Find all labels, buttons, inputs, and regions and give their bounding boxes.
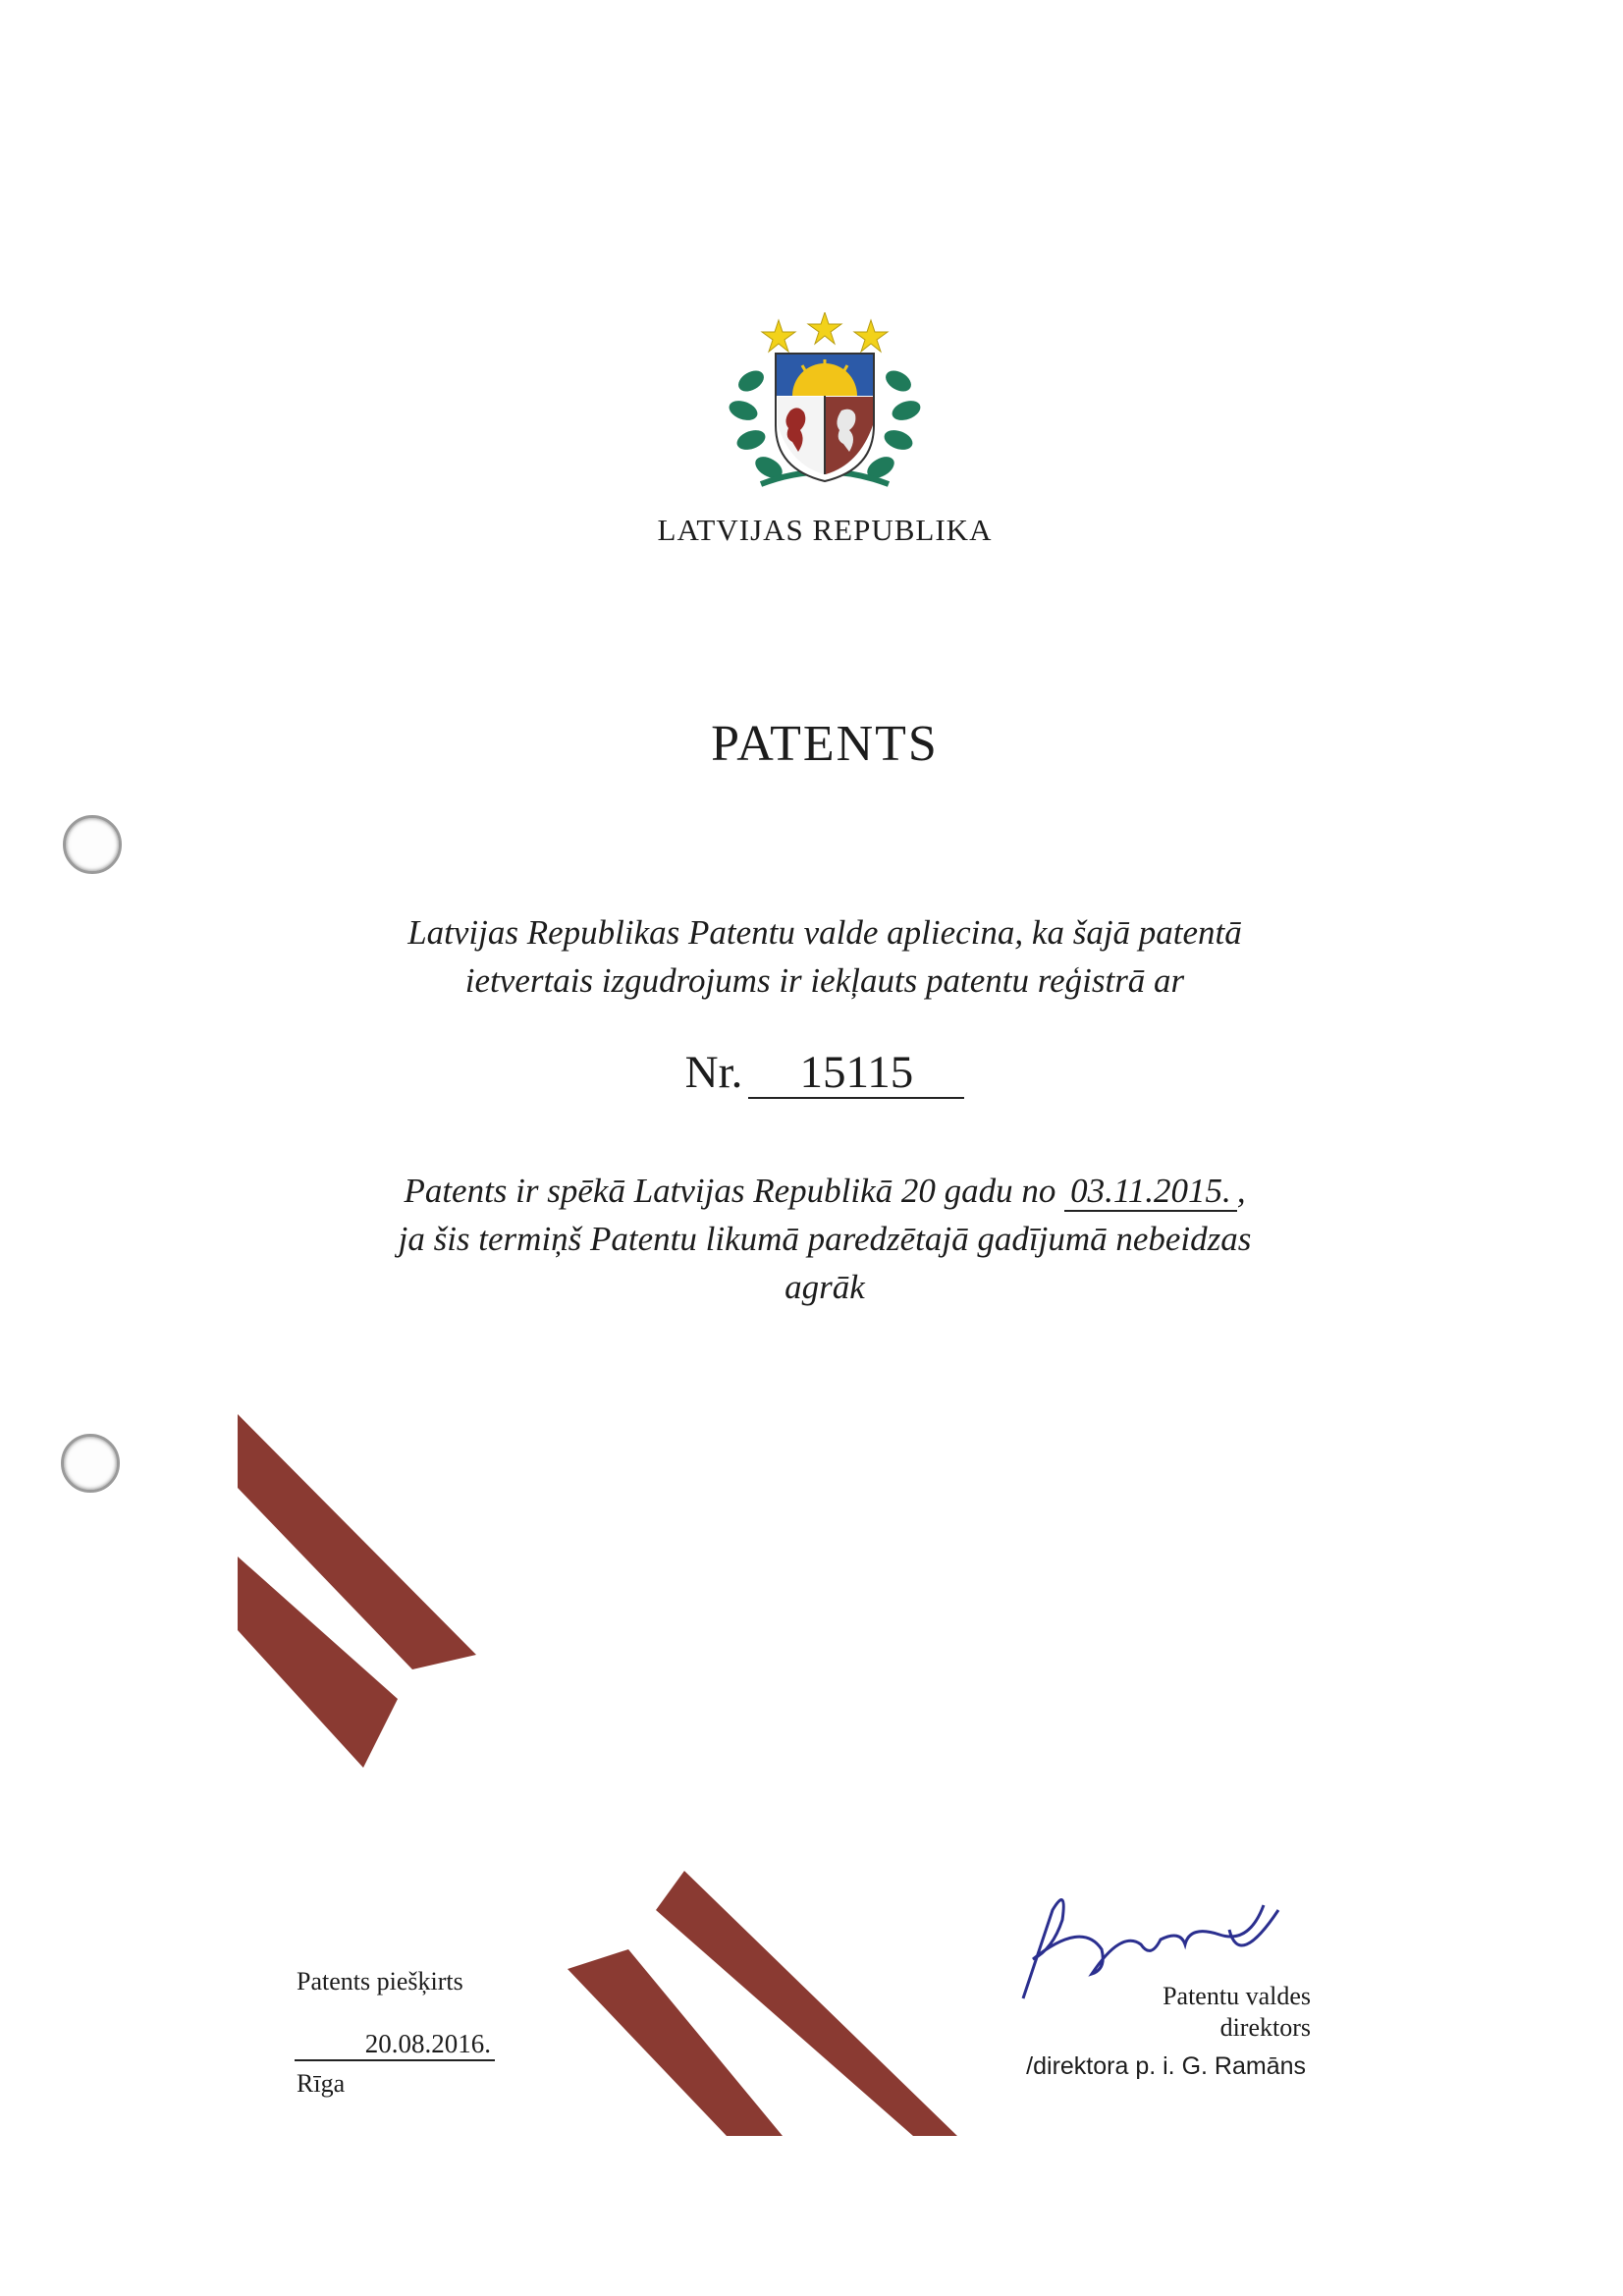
certification-text [0, 908, 1623, 1005]
role-line: Patentu valdes [1163, 1982, 1311, 2010]
validity-line [0, 1167, 1623, 1215]
registration-number [0, 1046, 1623, 1099]
validity-text [0, 1167, 1623, 1311]
validity-line: agrāk [784, 1268, 865, 1306]
signatory-role [1090, 1981, 1311, 2044]
validity-start-date: 03.11.2015. [1064, 1172, 1237, 1212]
validity-line: ja šis termiņš Patentu likumā paredzētajā gadījumā nebeidzas [398, 1220, 1252, 1258]
validity-suffix: , [1236, 1172, 1246, 1210]
binder-hole [61, 1434, 120, 1493]
coat-of-arms-icon [722, 312, 928, 499]
role-line: direktors [1219, 2013, 1311, 2042]
certification-line: ietvertais izgudrojums ir iekļauts patentu reģistrā ar [464, 961, 1185, 1000]
registration-label: Nr. [684, 1047, 743, 1098]
country-name: LATVIJAS REPUBLIKA [657, 513, 993, 547]
city: Rīga [297, 2069, 346, 2098]
binder-hole [63, 815, 122, 874]
validity-prefix: Patents ir spēkā Latvijas Republikā 20 gadu no [404, 1172, 1056, 1210]
certification-line: Latvijas Republikas Patentu valde apliecina, ka šajā patentā [407, 913, 1242, 952]
registration-value: 15115 [748, 1048, 964, 1099]
granted-date: 20.08.2016. [295, 2028, 495, 2061]
director-name: /direktora p. i. G. Ramāns [1026, 2052, 1306, 2080]
granted-label: Patents piešķirts [297, 1967, 463, 1995]
document-title: PATENTS [711, 716, 939, 772]
